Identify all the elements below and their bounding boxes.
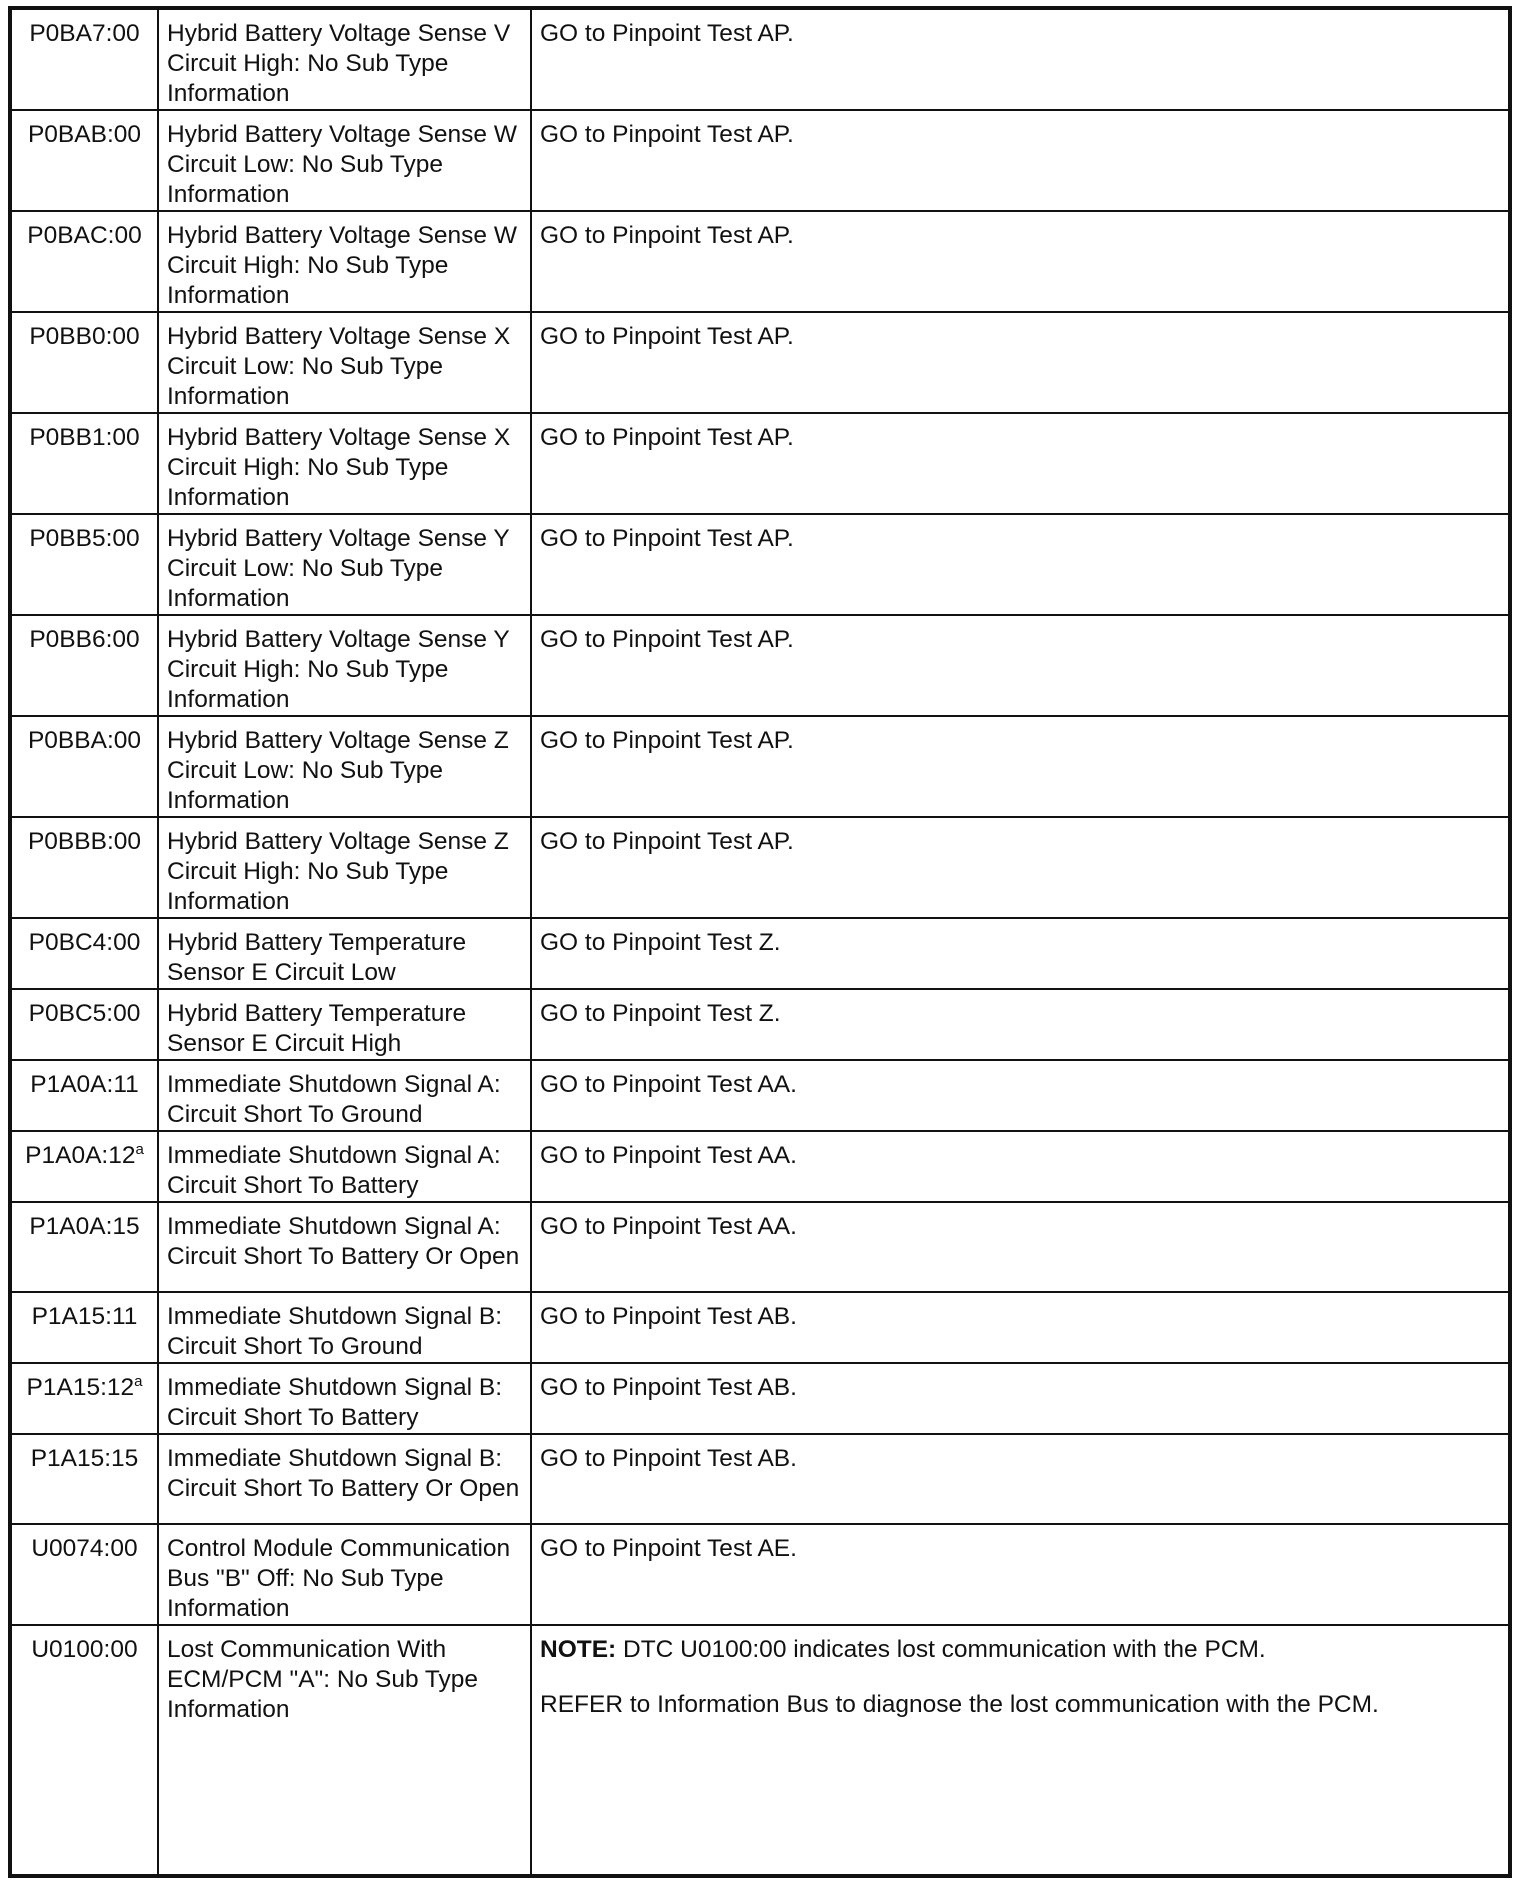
dtc-action: GO to Pinpoint Test AA. [531,1202,1510,1292]
dtc-description: Immediate Shutdown Signal A: Circuit Short To Battery [158,1131,531,1202]
dtc-code [10,1363,158,1434]
table-row [10,1131,1510,1202]
dtc-description: Hybrid Battery Voltage Sense V Circuit High: No Sub Type Information [158,8,531,110]
dtc-code: P0BB6:00 [10,615,158,716]
dtc-action: GO to Pinpoint Test AP. [531,615,1510,716]
dtc-description: Immediate Shutdown Signal A: Circuit Short To Battery Or Open [158,1202,531,1292]
table-row [10,1292,1510,1363]
table-row [10,1625,1510,1876]
table-row [10,413,1510,514]
table-row [10,514,1510,615]
table-row [10,1363,1510,1434]
dtc-code: P1A0A:15 [10,1202,158,1292]
dtc-code: P0BB1:00 [10,413,158,514]
table-row [10,110,1510,211]
dtc-action [531,1625,1510,1876]
dtc-action: GO to Pinpoint Test Z. [531,989,1510,1060]
dtc-description: Hybrid Battery Voltage Sense Y Circuit High: No Sub Type Information [158,615,531,716]
table-row [10,989,1510,1060]
dtc-code: P0BC5:00 [10,989,158,1060]
dtc-description: Immediate Shutdown Signal A: Circuit Short To Ground [158,1060,531,1131]
dtc-description: Hybrid Battery Voltage Sense Z Circuit Low: No Sub Type Information [158,716,531,817]
dtc-code: P0BB5:00 [10,514,158,615]
dtc-code: P0BB0:00 [10,312,158,413]
dtc-code [10,1131,158,1202]
dtc-description: Hybrid Battery Voltage Sense Y Circuit Low: No Sub Type Information [158,514,531,615]
dtc-description: Immediate Shutdown Signal B: Circuit Short To Battery [158,1363,531,1434]
dtc-action: GO to Pinpoint Test Z. [531,918,1510,989]
dtc-code: P0BAB:00 [10,110,158,211]
table-row [10,211,1510,312]
dtc-code-text: P1A0A:12 [25,1142,136,1169]
dtc-action: GO to Pinpoint Test AB. [531,1434,1510,1524]
dtc-code: U0074:00 [10,1524,158,1625]
table-row [10,1524,1510,1625]
dtc-code-text: P1A15:12 [26,1374,135,1401]
dtc-code: U0100:00 [10,1625,158,1876]
dtc-action: GO to Pinpoint Test AE. [531,1524,1510,1625]
table-row [10,312,1510,413]
dtc-code: P0BBA:00 [10,716,158,817]
dtc-action: GO to Pinpoint Test AP. [531,312,1510,413]
dtc-table [8,6,1512,1878]
dtc-action: GO to Pinpoint Test AP. [531,413,1510,514]
dtc-description: Hybrid Battery Temperature Sensor E Circuit Low [158,918,531,989]
dtc-description: Immediate Shutdown Signal B: Circuit Short To Ground [158,1292,531,1363]
table-row [10,918,1510,989]
dtc-description: Immediate Shutdown Signal B: Circuit Short To Battery Or Open [158,1434,531,1524]
footnote-marker: a [134,1373,143,1390]
dtc-description: Hybrid Battery Voltage Sense W Circuit Low: No Sub Type Information [158,110,531,211]
dtc-description: Hybrid Battery Temperature Sensor E Circuit High [158,989,531,1060]
table-row [10,817,1510,918]
dtc-action: GO to Pinpoint Test AP. [531,211,1510,312]
dtc-action: GO to Pinpoint Test AP. [531,110,1510,211]
dtc-code: P0BBB:00 [10,817,158,918]
table-row [10,1060,1510,1131]
dtc-action: GO to Pinpoint Test AA. [531,1131,1510,1202]
dtc-action: GO to Pinpoint Test AP. [531,817,1510,918]
dtc-action: GO to Pinpoint Test AP. [531,716,1510,817]
dtc-code: P1A15:11 [10,1292,158,1363]
table-row [10,1434,1510,1524]
dtc-code: P0BC4:00 [10,918,158,989]
dtc-code: P0BA7:00 [10,8,158,110]
table-row [10,615,1510,716]
dtc-action: GO to Pinpoint Test AB. [531,1363,1510,1434]
dtc-description: Hybrid Battery Voltage Sense W Circuit High: No Sub Type Information [158,211,531,312]
note-label: NOTE: [540,1636,617,1663]
note-text: DTC U0100:00 indicates lost communication with the PCM. [616,1636,1266,1663]
dtc-code: P0BAC:00 [10,211,158,312]
dtc-description: Hybrid Battery Voltage Sense X Circuit High: No Sub Type Information [158,413,531,514]
refer-paragraph: REFER to Information Bus to diagnose the lost communication with the PCM. [540,1691,1379,1718]
table-row [10,8,1510,110]
table-row [10,1202,1510,1292]
table-row [10,716,1510,817]
dtc-description: Lost Communication With ECM/PCM "A": No Sub Type Information [158,1625,531,1876]
dtc-code: P1A15:15 [10,1434,158,1524]
dtc-action: GO to Pinpoint Test AA. [531,1060,1510,1131]
dtc-description: Control Module Communication Bus "B" Off: No Sub Type Information [158,1524,531,1625]
note-paragraph [540,1635,1500,1665]
dtc-action: GO to Pinpoint Test AP. [531,514,1510,615]
dtc-description: Hybrid Battery Voltage Sense Z Circuit High: No Sub Type Information [158,817,531,918]
dtc-description: Hybrid Battery Voltage Sense X Circuit Low: No Sub Type Information [158,312,531,413]
dtc-code: P1A0A:11 [10,1060,158,1131]
dtc-action: GO to Pinpoint Test AB. [531,1292,1510,1363]
footnote-marker: a [135,1141,144,1158]
dtc-action: GO to Pinpoint Test AP. [531,8,1510,110]
